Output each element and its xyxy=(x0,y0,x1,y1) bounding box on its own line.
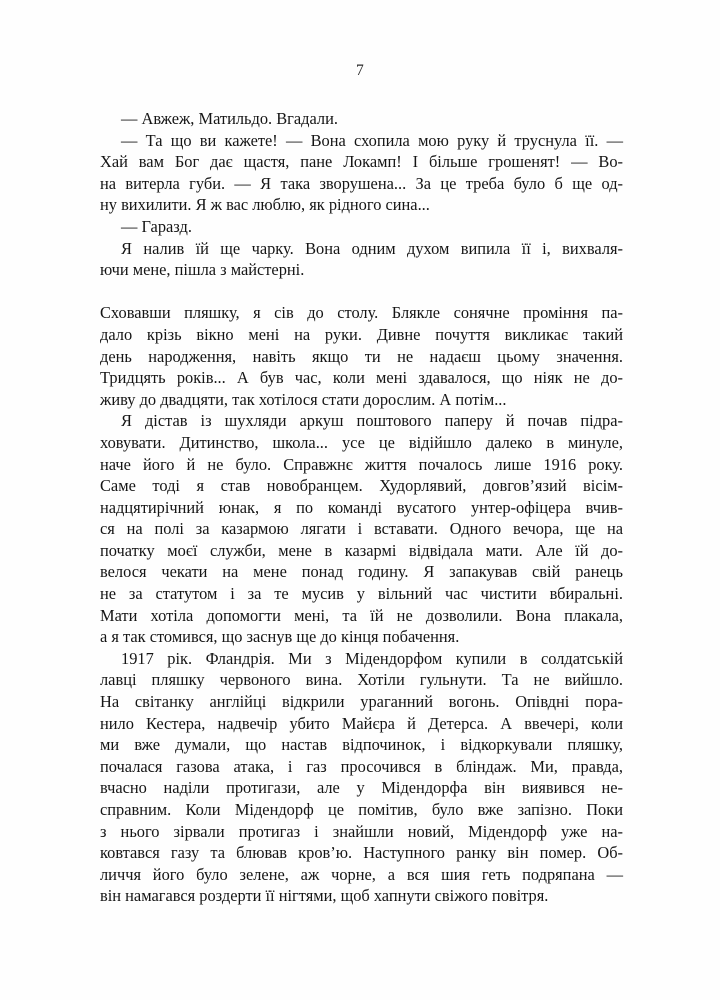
text-line: наче його й не було. Справжнє життя почалось лише 1916 року. xyxy=(100,454,623,474)
text-line: Мати хотіла допомогти мені, та їй не дозволили. Вона плакала, xyxy=(100,605,623,625)
dialogue-block xyxy=(100,108,623,281)
text-line: з нього зірвали протигаз і знайшли новий, Мідендорф уже на- xyxy=(100,821,623,841)
text-line: ковтався газу та блював кров’ю. Наступного ранку він помер. Об- xyxy=(100,843,623,863)
text-line: Саме тоді я став новобранцем. Худорлявий, довгов’язий вісім- xyxy=(100,476,623,496)
text-line: — Та що ви кажете! — Вона схопила мою руку й труснула її. — xyxy=(121,130,623,150)
p-harazd xyxy=(100,216,623,238)
text-line: день народження, навіть якщо ти не надаєш цьому значення. xyxy=(100,346,623,366)
text-line: личчя його було зелене, аж чорне, а вся шия геть подряпана — xyxy=(100,864,623,884)
text-line: ми вже думали, що настав відпочинок, і відкоркували пляшку, xyxy=(100,735,623,755)
text-line: надцятирічний юнак, я по команді вусатого унтер-офіцера вчив- xyxy=(100,497,623,517)
page-number: 7 xyxy=(356,62,364,79)
text-line: ховувати. Дитинство, школа... усе це відійшло далеко в минуле, xyxy=(100,432,623,452)
text-line: Хай вам Бог дає щастя, пане Локамп! І більше грошенят! — Во- xyxy=(100,152,623,172)
text-line: початку моєї служби, мене в казармі відвідала мати. Але їй до- xyxy=(100,540,623,560)
p-1917 xyxy=(100,648,623,907)
text-line: На світанку англійці відкрили ураганний вогонь. Опівдні пора- xyxy=(100,692,623,712)
p-ya-distav xyxy=(100,410,623,648)
text-line: вчасно наділи протигази, але у Мідендорфа він виявився не- xyxy=(100,778,623,798)
text-line: справним. Коли Мідендорф це помітив, було вже запізно. Поки xyxy=(100,800,623,819)
text-line: на витерла губи. — Я така зворушена... За це треба було б ще од- xyxy=(100,173,623,193)
text-line: Я налив їй ще чарку. Вона одним духом випила її і, вихваля- xyxy=(121,238,623,258)
text-line: Тридцять років... А був час, коли мені здавалося, що ніяк не до- xyxy=(100,368,623,388)
p-avzhezh xyxy=(100,108,623,130)
text-line: велося чекати на мене понад годину. Я запакував свій ранець xyxy=(100,562,623,582)
page-text-block xyxy=(100,108,623,907)
text-line: живу до двадцяти, так хотілося стати дорослим. А потім... xyxy=(100,389,507,409)
text-line: не за статутом і за те мусив у вільний час чистити вбиральні. xyxy=(100,584,623,604)
text-line: почалася газова атака, і газ просочився в бліндаж. Ми, правда, xyxy=(100,756,623,776)
text-line: а я так стомився, що заснув ще до кінця побачення. xyxy=(100,627,460,647)
narrative-block xyxy=(100,302,623,907)
text-line: ся на полі за казармою лягати і вставати. Одного вечора, ще на xyxy=(100,519,623,539)
paragraph-block-gap xyxy=(100,281,623,303)
text-line: ну вихилити. Я ж вас люблю, як рідного сина... xyxy=(100,195,430,215)
text-line: дало крізь вікно мені на руки. Дивне почуття викликає такий xyxy=(100,324,623,344)
p-ta-shcho-vy-kazhete xyxy=(100,130,623,216)
text-line: ючи мене, пішла з майстерні. xyxy=(100,260,305,280)
text-line: Сховавши пляшку, я сів до столу. Блякле сонячне проміння па- xyxy=(100,303,623,323)
p-skhovavshy xyxy=(100,302,623,410)
text-line: лавці пляшку червоного вина. Хотіли гульнути. Та не вийшло. xyxy=(100,670,623,690)
text-line: нило Кестера, надвечір убито Майєра й Детерса. А ввечері, коли xyxy=(100,713,623,733)
text-line: 1917 рік. Фландрія. Ми з Мідендорфом купили в солдатській xyxy=(121,648,623,668)
p-ya-nalyv xyxy=(100,238,623,281)
text-line: — Авжеж, Матильдо. Вгадали. xyxy=(121,109,338,128)
text-line: — Гаразд. xyxy=(121,216,192,236)
text-line: Я дістав із шухляди аркуш поштового паперу й почав підра- xyxy=(121,411,623,431)
text-line: він намагався роздерти її нігтями, щоб хапнути свіжого повітря. xyxy=(100,886,549,906)
